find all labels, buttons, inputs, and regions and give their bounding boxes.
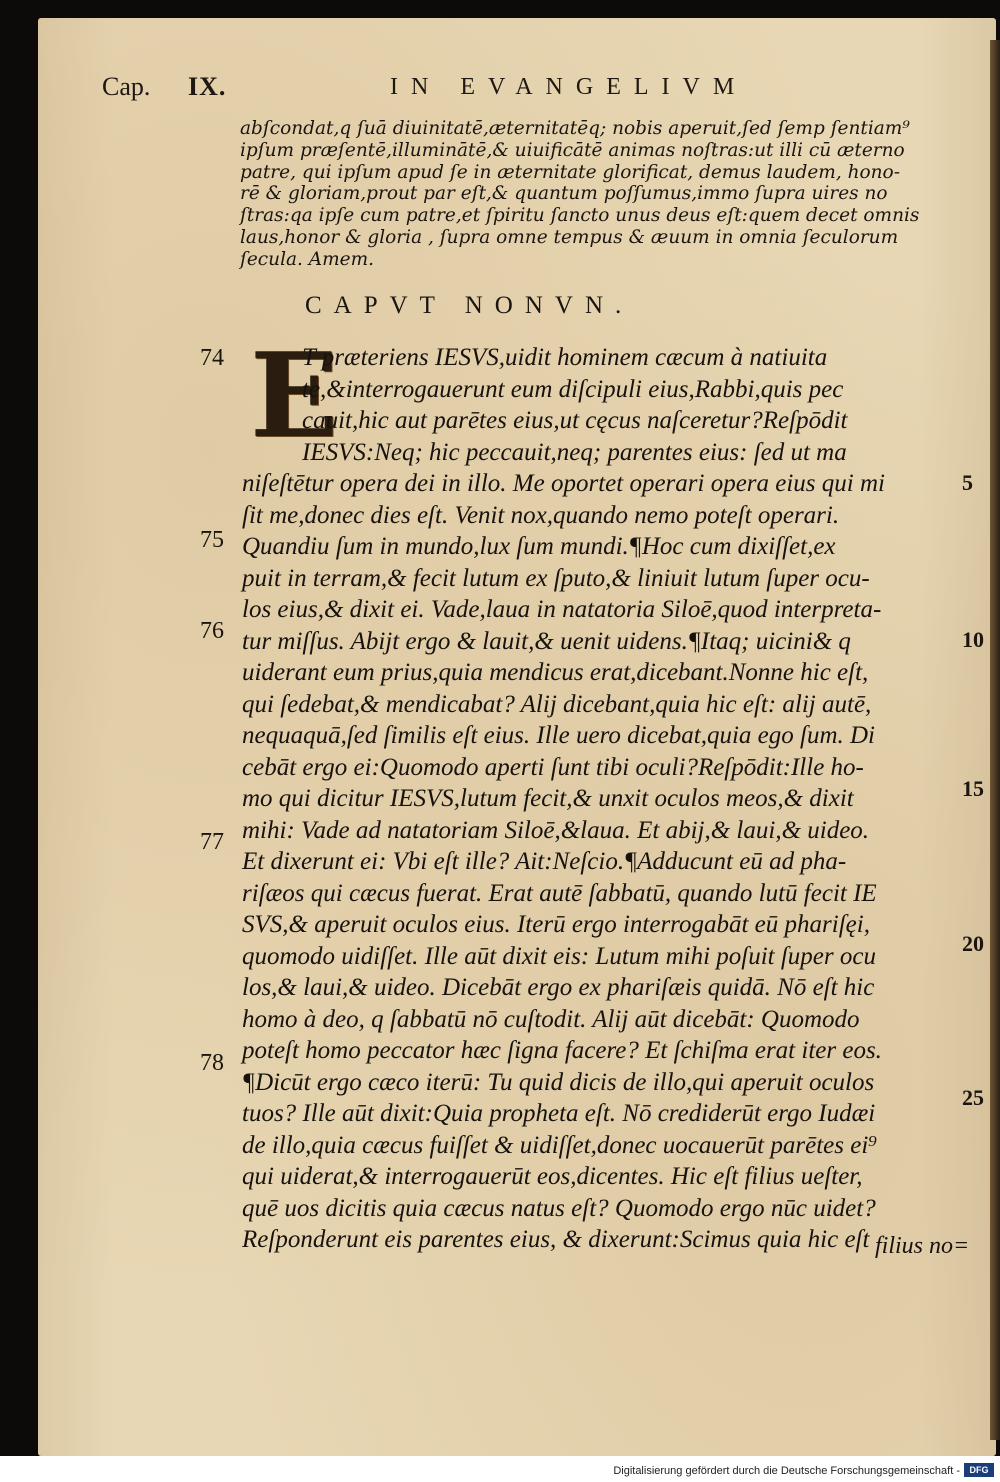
previous-chapter-ending: [240, 118, 960, 271]
text-line: nequaquā,ſed ſimilis eſt eius. Ille uero dicebat,quia ego ſum. Di: [242, 722, 875, 749]
drop-cap: E: [250, 328, 339, 464]
line-number: 5: [962, 470, 973, 495]
text-line: quomodo uidiſſet. Ille aūt dixit eis: Lutum mihi poſuit ſuper ocu: [242, 942, 876, 970]
text-line: tuos? Ille aūt dixit:Quia propheta eſt. Nō crediderūt ergo Iudæi: [242, 1100, 876, 1127]
text-line: los,& laui,& uideo. Dicebāt ergo ex phariſæis quidā. Nō eſt hic: [242, 974, 875, 1001]
verse-number: 75: [200, 527, 224, 553]
text-line: patre, qui ipſum apud ſe in æternitate glorificat, demus laudem, hono-: [240, 161, 900, 183]
running-head-cap: Cap.: [102, 72, 151, 101]
text-line: T præteriens IESVS,uidit hominem cæcum à natiuita: [302, 344, 828, 371]
text-line: qui ſedebat,& mendicabat? Alij dicebant,quia hic eſt: alij autē,: [242, 690, 872, 718]
dfg-logo: DFG: [964, 1463, 994, 1477]
text-line: te,&interrogauerunt eum diſcipuli eius,Rabbi,quis pec: [302, 375, 844, 403]
text-line: Reſponderunt eis parentes eius, & dixerunt:Scimus quia hic eſt: [242, 1226, 870, 1253]
text-line: homo à deo, q ſabbatū nō cuſtodit. Alij aūt dicebāt: Quomodo: [242, 1005, 860, 1033]
text-line: tur miſſus. Abijt ergo & lauit,& uenit uidens.¶Itaq; uicini& q: [242, 627, 851, 655]
text-line: rē & gloriam,prout par eſt,& quantum poſſumus,immo ſupra uires no: [240, 183, 888, 205]
text-line: Quandiu ſum in mundo,lux ſum mundi.¶Hoc cum dixiſſet,ex: [242, 533, 836, 560]
chapter-heading: CAPVT NONVN.: [305, 292, 634, 319]
text-line: Et dixerunt ei: Vbi eſt ille? Ait:Neſcio.¶Adducunt eū ad pha-: [242, 848, 847, 875]
text-line: SVS,& aperuit oculos eius. Iterū ergo interrogabāt eū phariſęi,: [242, 911, 870, 938]
verse-number: 77: [200, 829, 224, 855]
text-line: qui uiderat,& interrogauerūt eos,dicentes. Hic eſt filius ueſter,: [242, 1163, 863, 1190]
text-line: abſcondat,q ſuā diuinitatē,æternitatēq; nobis aperuit,ſed ſemp ſentiam⁹: [240, 118, 910, 139]
line-number: 20: [962, 931, 984, 956]
text-line: niſeſtētur opera dei in illo. Me oportet operari opera eius qui mi: [242, 470, 885, 497]
catchword: filius no=: [875, 1233, 970, 1259]
text-line: ſtras:qa ipſe cum patre,et ſpiritu ſancto unus deus eſt:quem decet omnis: [240, 205, 920, 227]
text-line: laus,honor & gloria , ſupra omne tempus & æuum in omnia ſeculorum: [240, 226, 899, 248]
line-number: 25: [962, 1085, 984, 1110]
verse-number: 74: [200, 345, 224, 371]
text-line: de illo,quia cæcus fuiſſet & uidiſſet,donec uocauerūt parētes ei⁹: [242, 1131, 877, 1159]
text-line: ipſum præſentē,illuminātē,& uiuificātē animas noſtras:ut illi cū æterno: [240, 139, 905, 161]
page-edge: [990, 40, 1000, 1440]
text-line: ſecula. Amem.: [240, 248, 375, 270]
running-head-chapter-number: IX.: [188, 72, 227, 101]
line-number: 10: [962, 627, 984, 652]
text-line: ſit me,donec dies eſt. Venit nox,quando nemo poteſt operari.: [242, 501, 840, 529]
line-number: 15: [962, 776, 984, 801]
text-line: cebāt ergo ei:Quomodo aperti ſunt tibi oculi?Reſpōdit:Ille ho-: [242, 753, 864, 781]
text-line: mihi: Vade ad natatoriam Siloē,&laua. Et abij,& laui,& uideo.: [242, 816, 870, 844]
running-head: [100, 72, 960, 112]
text-line: los eius,& dixit ei. Vade,laua in natatoria Siloē,quod interpreta-: [242, 596, 882, 623]
verse-number: 78: [200, 1050, 224, 1076]
text-line: quē uos dicitis quia cæcus natus eſt? Quomodo ergo nūc uidet?: [242, 1194, 876, 1222]
chapter-text: [242, 328, 952, 1256]
text-line: puit in terram,& fecit lutum ex ſputo,& liniuit lutum ſuper ocu-: [242, 564, 870, 592]
running-head-title: IN EVANGELIVM: [390, 74, 748, 100]
verse-number: 76: [200, 618, 224, 644]
text-line: uiderant eum prius,quia mendicus erat,dicebant.Nonne hic eſt,: [242, 659, 869, 686]
text-line: IESVS:Neq; hic peccauit,neq; parentes eius: ſed ut ma: [302, 438, 847, 466]
text-line: ¶Dicūt ergo cæco iterū: Tu quid dicis de illo,qui aperuit oculos: [242, 1068, 875, 1096]
text-line: poteſt homo peccator hæc ſigna facere? Et ſchiſma erat iter eos.: [242, 1037, 882, 1064]
text-line: riſæos qui cæcus fuerat. Erat autē ſabbatū, quando lutū fecit IE: [242, 879, 877, 907]
footer-credit: Digitalisierung gefördert durch die Deutsche Forschungsgemeinschaft -: [613, 1465, 960, 1477]
text-line: cauit,hic aut parētes eius,ut cęcus naſceretur?Reſpōdit: [302, 407, 848, 434]
text-line: mo qui dicitur IESVS,lutum fecit,& unxit oculos meos,& dixit: [242, 785, 854, 812]
